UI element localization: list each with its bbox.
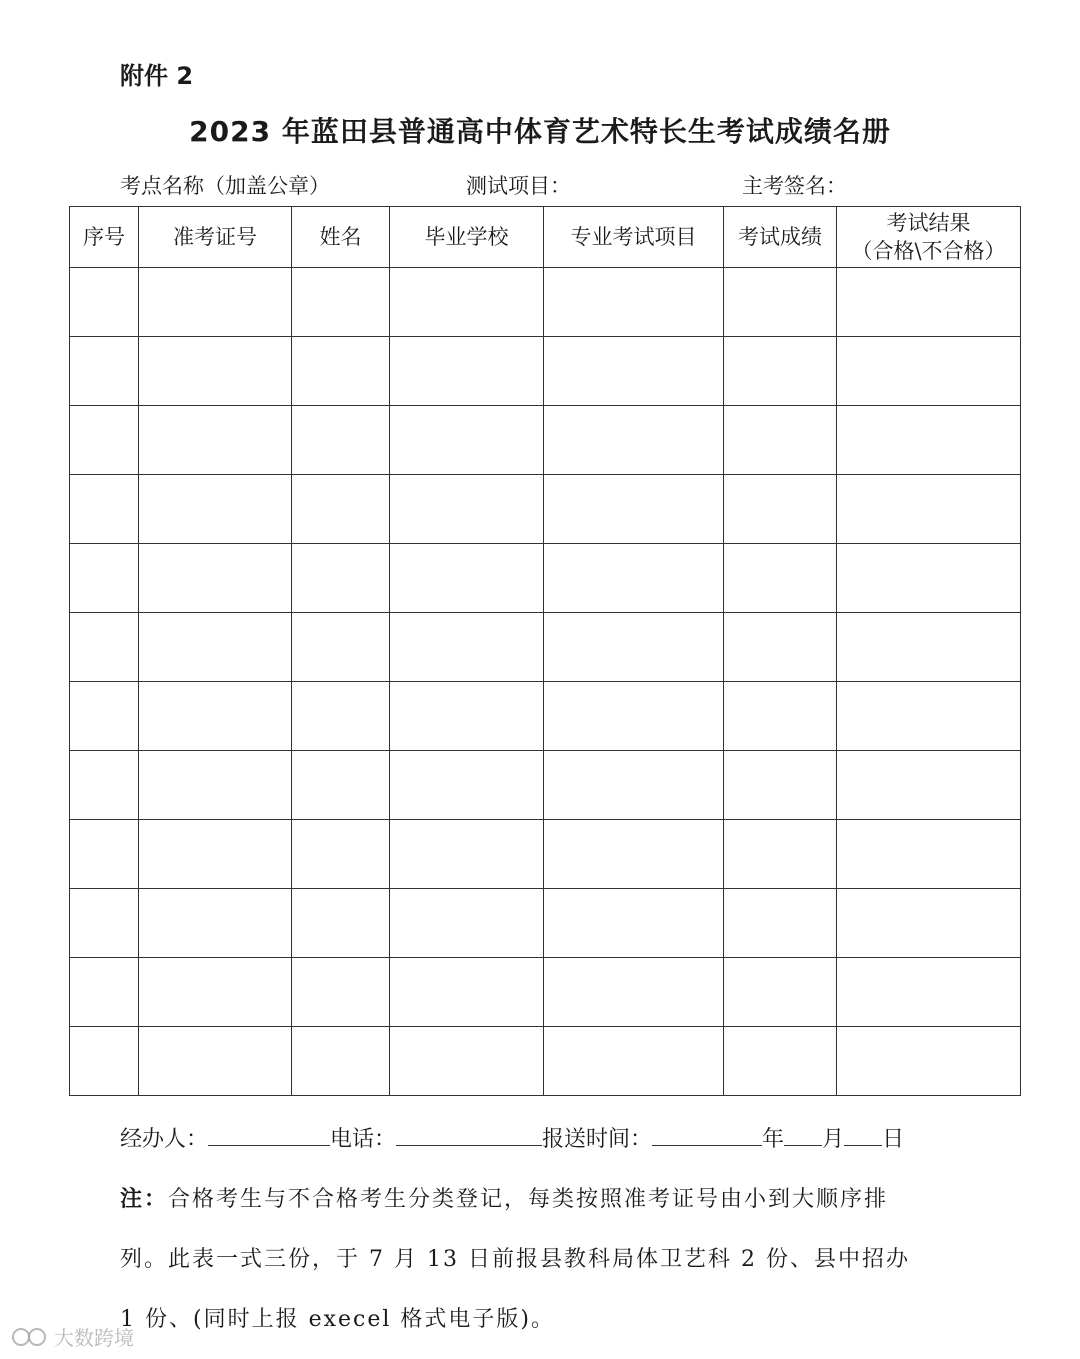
column-header-ticket-number: 准考证号 xyxy=(139,207,292,268)
table-cell[interactable] xyxy=(139,682,292,751)
table-cell[interactable] xyxy=(70,1027,139,1096)
table-cell[interactable] xyxy=(544,889,724,958)
table-row xyxy=(70,889,1021,958)
handler-label: 经办人： xyxy=(120,1127,209,1152)
table-cell[interactable] xyxy=(390,958,544,1027)
column-header-result xyxy=(837,207,1021,268)
table-cell[interactable] xyxy=(837,1027,1021,1096)
note-line-1 xyxy=(120,1182,970,1213)
table-cell[interactable] xyxy=(390,268,544,337)
table-cell[interactable] xyxy=(70,337,139,406)
table-cell[interactable] xyxy=(724,889,837,958)
examiner-signature-label: 主考签名： xyxy=(742,174,847,198)
phone-label: 电话： xyxy=(330,1127,397,1152)
table-cell[interactable] xyxy=(139,544,292,613)
table-row xyxy=(70,751,1021,820)
table-cell[interactable] xyxy=(544,406,724,475)
submit-time-label: 报送时间： xyxy=(542,1127,653,1152)
watermark-logo-icon xyxy=(10,1326,50,1353)
table-cell[interactable] xyxy=(724,406,837,475)
column-header-seq: 序号 xyxy=(70,207,139,268)
document-title: 2023 年蓝田县普通高中体育艺术特长生考试成绩名册 xyxy=(189,115,891,148)
table-cell[interactable] xyxy=(139,406,292,475)
table-row xyxy=(70,613,1021,682)
month-label: 月 xyxy=(822,1127,845,1152)
table-row xyxy=(70,475,1021,544)
table-cell[interactable] xyxy=(390,751,544,820)
table-row xyxy=(70,682,1021,751)
table-cell[interactable] xyxy=(292,751,390,820)
exam-site-label: 考点名称（加盖公章） xyxy=(120,174,330,198)
table-cell[interactable] xyxy=(724,268,837,337)
year-blank[interactable] xyxy=(652,1123,762,1146)
table-cell[interactable] xyxy=(139,337,292,406)
table-cell[interactable] xyxy=(390,475,544,544)
table-cell[interactable] xyxy=(70,613,139,682)
table-cell[interactable] xyxy=(837,544,1021,613)
table-cell[interactable] xyxy=(544,682,724,751)
watermark xyxy=(10,1322,134,1353)
table-row xyxy=(70,337,1021,406)
table-cell[interactable] xyxy=(139,613,292,682)
table-row xyxy=(70,406,1021,475)
table-cell[interactable] xyxy=(139,475,292,544)
table-cell[interactable] xyxy=(837,958,1021,1027)
table-cell[interactable] xyxy=(724,613,837,682)
table-cell[interactable] xyxy=(390,613,544,682)
table-cell[interactable] xyxy=(544,613,724,682)
table-cell[interactable] xyxy=(837,406,1021,475)
table-cell[interactable] xyxy=(139,751,292,820)
table-cell[interactable] xyxy=(390,544,544,613)
table-cell[interactable] xyxy=(139,268,292,337)
table-cell[interactable] xyxy=(724,1027,837,1096)
table-cell[interactable] xyxy=(292,1027,390,1096)
table-cell[interactable] xyxy=(390,337,544,406)
column-header-score: 考试成绩 xyxy=(724,207,837,268)
table-cell[interactable] xyxy=(544,1027,724,1096)
table-cell[interactable] xyxy=(837,820,1021,889)
table-cell[interactable] xyxy=(292,544,390,613)
table-cell[interactable] xyxy=(70,958,139,1027)
table-cell[interactable] xyxy=(544,958,724,1027)
day-label: 日 xyxy=(882,1127,905,1152)
table-cell[interactable] xyxy=(724,475,837,544)
table-cell[interactable] xyxy=(837,751,1021,820)
table-cell[interactable] xyxy=(292,613,390,682)
column-header-name: 姓名 xyxy=(292,207,390,268)
table-row xyxy=(70,958,1021,1027)
table-cell[interactable] xyxy=(70,820,139,889)
note-label: 注： xyxy=(120,1187,169,1212)
table-cell[interactable] xyxy=(544,820,724,889)
table-cell[interactable] xyxy=(390,889,544,958)
day-blank[interactable] xyxy=(844,1123,882,1146)
table-cell[interactable] xyxy=(724,337,837,406)
table-cell[interactable] xyxy=(724,820,837,889)
column-header-result-subtitle: （合格\不合格） xyxy=(851,239,1006,263)
table-cell[interactable] xyxy=(292,958,390,1027)
table-cell[interactable] xyxy=(724,544,837,613)
score-roster-table xyxy=(69,206,1021,1096)
attachment-label: 附件 2 xyxy=(120,62,194,90)
table-cell[interactable] xyxy=(544,268,724,337)
handler-blank[interactable] xyxy=(208,1123,330,1146)
table-cell[interactable] xyxy=(544,337,724,406)
table-row xyxy=(70,544,1021,613)
year-label: 年 xyxy=(762,1127,785,1152)
table-cell[interactable] xyxy=(837,889,1021,958)
table-cell[interactable] xyxy=(292,268,390,337)
table-cell[interactable] xyxy=(837,682,1021,751)
table-cell[interactable] xyxy=(724,751,837,820)
table-cell[interactable] xyxy=(139,1027,292,1096)
table-row xyxy=(70,1027,1021,1096)
table-row xyxy=(70,268,1021,337)
table-cell[interactable] xyxy=(139,958,292,1027)
watermark-text: 大数跨境 xyxy=(54,1326,134,1350)
test-item-label: 测试项目： xyxy=(466,174,571,198)
table-cell[interactable] xyxy=(70,544,139,613)
table-cell[interactable] xyxy=(544,751,724,820)
column-header-exam-item: 专业考试项目 xyxy=(544,207,724,268)
table-body xyxy=(70,268,1021,1096)
note-line-2: 列。此表一式三份，于 7 月 13 日前报县教科局体卫艺科 2 份、县中招办 xyxy=(120,1247,910,1272)
table-cell[interactable] xyxy=(70,751,139,820)
table-cell[interactable] xyxy=(292,406,390,475)
table-cell[interactable] xyxy=(390,1027,544,1096)
table-cell[interactable] xyxy=(724,682,837,751)
table-header-row xyxy=(70,207,1021,268)
table-cell[interactable] xyxy=(70,268,139,337)
table-cell[interactable] xyxy=(390,406,544,475)
table-cell[interactable] xyxy=(724,958,837,1027)
table-cell[interactable] xyxy=(837,337,1021,406)
table-cell[interactable] xyxy=(70,475,139,544)
table-cell[interactable] xyxy=(837,475,1021,544)
table-cell[interactable] xyxy=(70,889,139,958)
table-cell[interactable] xyxy=(837,613,1021,682)
note-text-1: 合格考生与不合格考生分类登记，每类按照准考证号由小到大顺序排 xyxy=(168,1187,889,1212)
column-header-result-title: 考试结果 xyxy=(886,211,971,235)
column-header-school: 毕业学校 xyxy=(390,207,544,268)
table-cell[interactable] xyxy=(139,889,292,958)
table-cell[interactable] xyxy=(390,682,544,751)
table-cell[interactable] xyxy=(292,820,390,889)
table-cell[interactable] xyxy=(292,889,390,958)
table-cell[interactable] xyxy=(544,544,724,613)
table-cell[interactable] xyxy=(292,475,390,544)
month-blank[interactable] xyxy=(784,1123,822,1146)
table-cell[interactable] xyxy=(544,475,724,544)
table-cell[interactable] xyxy=(837,268,1021,337)
note-line-3: 1 份、(同时上报 execel 格式电子版)。 xyxy=(120,1307,555,1332)
table-cell[interactable] xyxy=(139,820,292,889)
table-cell[interactable] xyxy=(292,337,390,406)
table-cell[interactable] xyxy=(390,820,544,889)
table-cell[interactable] xyxy=(70,406,139,475)
footer-fields xyxy=(120,1122,904,1153)
table-cell[interactable] xyxy=(70,682,139,751)
table-cell[interactable] xyxy=(292,682,390,751)
table-row xyxy=(70,820,1021,889)
phone-blank[interactable] xyxy=(396,1123,542,1146)
